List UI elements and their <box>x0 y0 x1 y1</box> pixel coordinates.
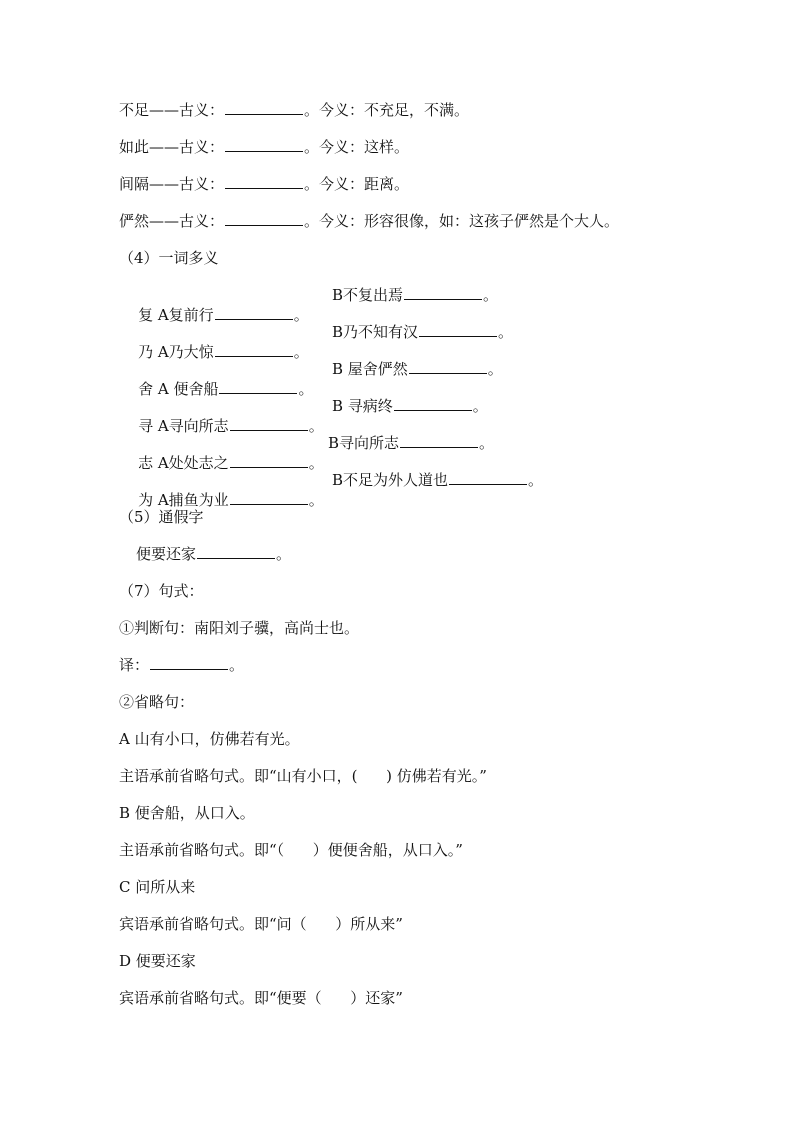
end-mark: 。 <box>276 545 292 563</box>
translation-label: 译： <box>119 656 150 674</box>
end-mark: 。 <box>298 380 314 398</box>
answer-blank[interactable] <box>225 137 303 152</box>
answer-blank[interactable] <box>215 342 293 357</box>
answer-blank[interactable] <box>197 544 275 559</box>
gujin-meaning: 。今义：这样。 <box>304 138 410 156</box>
section-heading-4: （4）一词多义 <box>119 249 219 267</box>
duoyi-a: 乃 A乃大惊 <box>138 343 214 361</box>
duoyi-line-2 <box>119 322 619 361</box>
answer-blank[interactable] <box>225 100 303 115</box>
answer-blank[interactable] <box>404 285 482 300</box>
example-sentence-c: C 问所从来 <box>119 878 196 896</box>
example-note-c: 宾语承前省略句式。即“问（ ）所从来” <box>119 915 403 933</box>
end-mark: 。 <box>479 434 495 452</box>
end-mark: 。 <box>293 343 309 361</box>
duoyi-line-4 <box>119 396 619 435</box>
gujin-word: 如此——古义： <box>119 138 225 156</box>
answer-blank[interactable] <box>230 416 308 431</box>
answer-blank[interactable] <box>225 211 303 226</box>
end-mark: 。 <box>483 286 499 304</box>
end-mark: 。 <box>472 397 488 415</box>
answer-blank[interactable] <box>225 174 303 189</box>
answer-blank[interactable] <box>409 359 487 374</box>
tongjia-line <box>136 544 291 564</box>
end-mark: 。 <box>308 454 324 472</box>
section-heading-5: （5）通假字 <box>119 508 204 526</box>
example-sentence-d: D 便要还家 <box>119 952 196 970</box>
duoyi-a: 复 A复前行 <box>138 306 214 324</box>
duoyi-line-3 <box>119 359 619 398</box>
end-mark: 。 <box>498 323 514 341</box>
example-note-d: 宾语承前省略句式。即“便要（ ）还家” <box>119 989 403 1007</box>
end-mark: 。 <box>528 471 544 489</box>
gujin-line-1 <box>119 100 469 120</box>
end-mark: 。 <box>308 417 324 435</box>
answer-blank[interactable] <box>150 655 228 670</box>
shenglue-heading: ②省略句： <box>119 693 195 711</box>
answer-blank[interactable] <box>219 379 297 394</box>
end-mark: 。 <box>293 306 309 324</box>
example-note-b: 主语承前省略句式。即“（ ）便便舍船，从口入。” <box>119 841 463 859</box>
example-sentence-b: B 便舍船，从口入。 <box>119 804 255 822</box>
answer-blank[interactable] <box>419 322 497 337</box>
duoyi-b: B不足为外人道也 <box>332 471 449 489</box>
duoyi-b: B 屋舍俨然 <box>332 360 408 378</box>
gujin-line-3 <box>119 174 409 194</box>
tongjia-text: 便要还家 <box>136 545 197 563</box>
end-mark: 。 <box>308 491 324 509</box>
gujin-line-2 <box>119 137 409 157</box>
duoyi-line-6 <box>119 470 619 509</box>
answer-blank[interactable] <box>449 470 527 485</box>
duoyi-a: 舍 A 便舍船 <box>138 380 219 398</box>
answer-blank[interactable] <box>230 453 308 468</box>
duoyi-line-1 <box>119 285 619 324</box>
gujin-word: 俨然——古义： <box>119 212 225 230</box>
duoyi-a: 寻 A寻向所志 <box>138 417 229 435</box>
duoyi-a: 为 A捕鱼为业 <box>138 491 229 509</box>
duoyi-a: 志 A处处志之 <box>138 454 229 472</box>
gujin-word: 不足——古义： <box>119 101 225 119</box>
example-sentence-a: A 山有小口，仿佛若有光。 <box>119 730 300 748</box>
duoyi-b: B寻向所志 <box>328 434 400 452</box>
gujin-meaning: 。今义：距离。 <box>304 175 410 193</box>
answer-blank[interactable] <box>215 305 293 320</box>
duoyi-line-5 <box>119 433 619 472</box>
end-mark: 。 <box>229 656 245 674</box>
answer-blank[interactable] <box>394 396 472 411</box>
section-heading-7: （7）句式： <box>119 582 204 600</box>
end-mark: 。 <box>487 360 503 378</box>
answer-blank[interactable] <box>400 433 478 448</box>
answer-blank[interactable] <box>230 490 308 505</box>
gujin-meaning: 。今义：形容很像，如：这孩子俨然是个大人。 <box>304 212 620 230</box>
panduan-sentence: ①判断句：南阳刘子骥，高尚士也。 <box>119 619 360 637</box>
gujin-line-4 <box>119 211 619 231</box>
duoyi-b: B不复出焉 <box>332 286 404 304</box>
example-note-a: 主语承前省略句式。即“山有小口，( ) 仿佛若有光。” <box>119 767 487 785</box>
duoyi-b: B乃不知有汉 <box>332 323 419 341</box>
duoyi-b: B 寻病终 <box>332 397 393 415</box>
gujin-meaning: 。今义：不充足，不满。 <box>304 101 470 119</box>
translation-line <box>119 655 244 675</box>
gujin-word: 间隔——古义： <box>119 175 225 193</box>
